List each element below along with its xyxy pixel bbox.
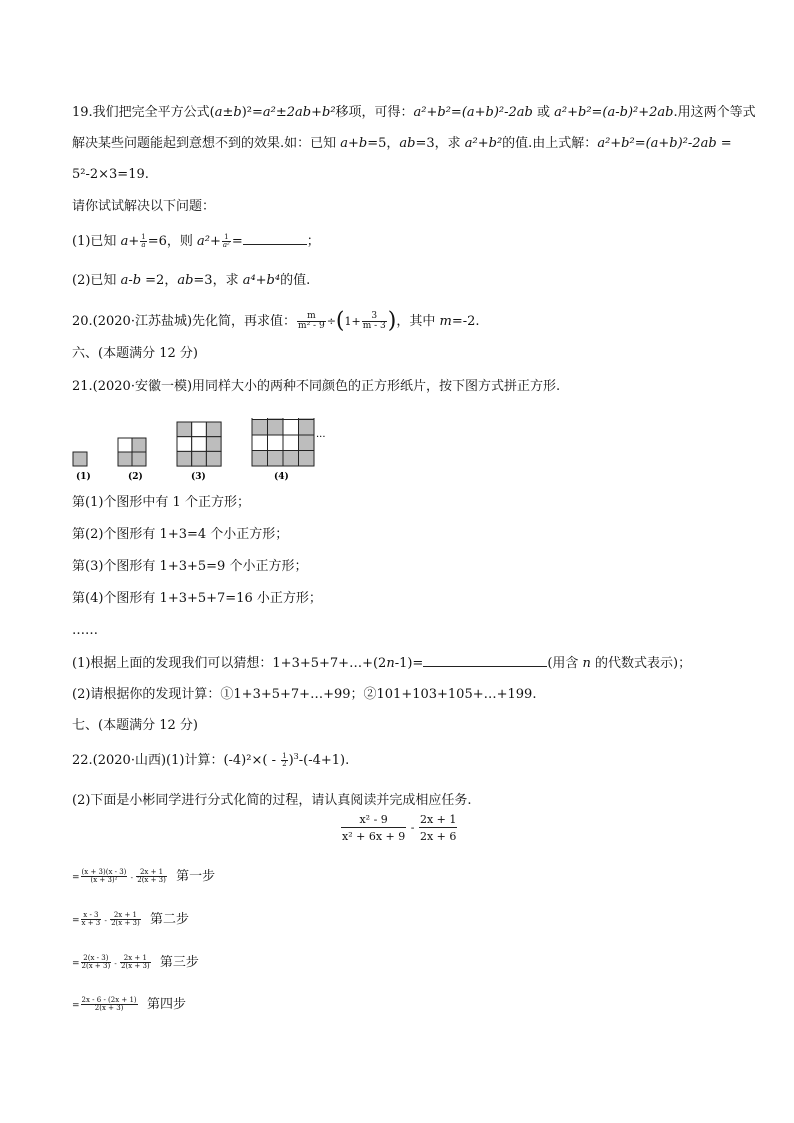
q21-part2: (2)请根据你的发现计算：①1+3+5+7+…+99；②101+103+105+…+199.: [72, 687, 537, 702]
grid-square: [283, 420, 299, 436]
q19-p2-var: a⁴+b⁴: [242, 273, 281, 288]
q20-text: =-2.: [451, 314, 480, 329]
q20-fraction1: [297, 312, 326, 331]
q21-p1-text: (1)根据上面的发现我们可以猜想：1+3+5+7+…+(2: [72, 656, 387, 671]
q22-text: -(-4+1).: [298, 753, 350, 768]
q19-part1: [72, 232, 320, 251]
q20-fraction2: [362, 312, 387, 331]
step-label: 第一步: [176, 869, 216, 884]
step-fraction: [81, 997, 138, 1012]
q19-formula: a²+b²=(a+b)²-2ab: [597, 136, 717, 151]
q19-p1-text: =6，则: [147, 234, 197, 249]
q19-text: 的值.由上式解：: [502, 136, 598, 151]
q22-step: [72, 996, 186, 1015]
square-figure-1: [73, 452, 87, 466]
step-fraction: [81, 955, 112, 970]
q19-text: 移项，可得：: [335, 105, 414, 120]
minus-sign: -: [407, 821, 418, 834]
numerator: 2x + 1: [419, 813, 457, 826]
figure-label: (4): [274, 472, 289, 482]
grid-square: [177, 437, 192, 452]
grid-square: [268, 451, 284, 467]
q21-figure: [70, 418, 340, 484]
denominator: 2: [282, 760, 287, 768]
grid-square: [177, 422, 192, 437]
q19-var: a±b: [214, 105, 242, 120]
q20-text: 20.(2020·江苏盐城)先化简，再求值：: [72, 314, 297, 329]
left-paren: (: [335, 308, 345, 334]
grid-square: [299, 435, 315, 451]
grid-square: [299, 420, 315, 436]
minus-sign: -: [128, 874, 136, 882]
equals-sign: =: [72, 1001, 80, 1011]
figure-label: (3): [191, 472, 206, 482]
step-fraction: [110, 912, 141, 927]
answer-blank[interactable]: [243, 232, 307, 245]
q21-line: 第(1)个图形中有 1 个正方形；: [72, 495, 250, 510]
grid-square: [252, 420, 268, 436]
grid-square: [206, 451, 221, 466]
grid-square: [268, 435, 284, 451]
q21-p1-var: n: [582, 656, 591, 671]
numerator: (x + 3)(x - 3): [81, 868, 127, 876]
denominator: 2(x + 3): [121, 962, 150, 970]
q22-fraction: [281, 753, 287, 768]
section-6-heading: 六、(本题满分 12 分): [72, 346, 198, 361]
numerator: 2x - 6 - (2x + 1): [81, 996, 137, 1004]
numerator: x - 3: [83, 911, 99, 919]
q19-p2-var: ab: [177, 273, 194, 288]
grid-square: [192, 437, 207, 452]
grid-square: [299, 451, 315, 467]
q19-line1: [72, 104, 756, 122]
q19-text: .用这两个等式: [673, 105, 756, 120]
q19-formula: a²±2ab+b²: [262, 105, 336, 120]
q19-p2-var: a-b: [120, 273, 142, 288]
q21-p1-text: -1)=: [394, 656, 424, 671]
grid-square: [268, 420, 284, 436]
q21-p1-text: (用含: [547, 656, 583, 671]
section-7-heading: 七、(本题满分 12 分): [72, 718, 198, 733]
q19-p2-text: =2，: [141, 273, 178, 288]
q21-line: 第(3)个图形有 1+3+5=9 个小正方形；: [72, 559, 308, 574]
q19-p1-text: (1)已知: [72, 234, 121, 249]
denominator: 2(x + 3): [137, 876, 166, 884]
q19-text: 或: [532, 105, 555, 120]
q19-text: 解决某些问题能起到意想不到的效果.如：已知: [72, 136, 341, 151]
q19-part2: [72, 272, 310, 290]
numerator: 2x + 1: [113, 911, 137, 919]
step-label: 第三步: [159, 955, 199, 970]
q19-text: =3，求: [415, 136, 465, 151]
q19-formula: a²+b²: [464, 136, 503, 151]
q21-part1: [72, 654, 691, 673]
numerator: 1: [141, 233, 146, 241]
numerator: 2(x - 3): [83, 954, 109, 962]
exponent: 3: [293, 752, 299, 761]
square-figure-3: [177, 422, 221, 466]
q19-p2-text: =3，求: [193, 273, 243, 288]
q22-text: ): [288, 753, 294, 768]
step-fraction: [136, 869, 167, 884]
minus-sign: -: [102, 917, 110, 925]
q19-text: 19.我们把完全平方公式(: [72, 105, 215, 120]
denominator: 2(x + 3): [81, 1004, 138, 1012]
grid-square: [206, 437, 221, 452]
q19-p2-text: 的值.: [280, 273, 311, 288]
grid-square: [283, 435, 299, 451]
denominator: 2(x + 3): [111, 919, 140, 927]
numerator: m: [307, 311, 316, 321]
q22-step: [72, 954, 199, 973]
q19-line3: 5²-2×3=19.: [72, 167, 149, 182]
denominator: m² - 9: [298, 321, 325, 331]
equals-sign: =: [72, 873, 80, 883]
q20-text: 1+: [344, 315, 361, 328]
equals-sign: =: [72, 916, 80, 926]
right-paren: ): [387, 308, 397, 334]
numerator: 2x + 1: [139, 868, 164, 876]
q19-text: )²=: [241, 105, 263, 120]
denominator: a²: [222, 241, 230, 249]
numerator: 1: [224, 233, 229, 241]
step-fraction: [120, 955, 151, 970]
grid-square: [118, 438, 132, 452]
q22-step: [72, 911, 189, 930]
answer-blank[interactable]: [423, 654, 547, 667]
q19-p1-text: ；: [306, 234, 320, 249]
q19-p2-text: (2)已知: [72, 273, 121, 288]
step-label: 第二步: [150, 912, 190, 927]
q19-text: =5，: [367, 136, 400, 151]
q22-main-expression: [340, 814, 458, 842]
q19-var: ab: [399, 136, 416, 151]
numerator: x² - 9: [359, 813, 388, 826]
denominator: m - 3: [362, 321, 386, 331]
q22-step: [72, 868, 215, 887]
equals-sign: =: [231, 234, 243, 249]
grid-square: [192, 451, 207, 466]
denominator: 2x + 6: [419, 827, 457, 842]
grid-square: [252, 451, 268, 467]
q19-formula: a²+b²=(a+b)²-2ab: [413, 105, 533, 120]
main-fraction2: [419, 814, 457, 842]
q21-line: 第(2)个图形有 1+3=4 个小正方形；: [72, 527, 289, 542]
grid-square: [177, 451, 192, 466]
square-figure-2: [118, 438, 146, 466]
q20-text: ，其中: [396, 314, 440, 329]
q19-p1-fraction2: [222, 234, 231, 249]
q22-part2: (2)下面是小彬同学进行分式化简的过程，请认真阅读并完成相应任务.: [72, 793, 472, 808]
denominator: x + 3: [81, 919, 101, 927]
q21-dots: ……: [72, 623, 98, 638]
denominator: a: [141, 241, 146, 249]
q19-text: =: [716, 136, 732, 151]
q19-formula: a²+b²=(a-b)²+2ab: [554, 105, 674, 120]
q22-part1: [72, 752, 349, 770]
divide-sign: ÷: [326, 315, 336, 328]
plus-sign: +: [128, 234, 140, 249]
q19-p1-var: a: [120, 234, 129, 249]
q19-p1-fraction: [140, 234, 146, 249]
q19-line2: [72, 135, 732, 153]
square-figure-4: [252, 418, 314, 466]
grid-square: [118, 452, 132, 466]
plus-sign: +: [209, 234, 221, 249]
figure-label: (2): [128, 472, 143, 482]
grid-square: [192, 422, 207, 437]
denominator: 2(x + 3): [81, 962, 111, 970]
figure-label: (1): [76, 472, 91, 482]
grid-square: [252, 435, 268, 451]
q19-p1-var: a²: [197, 234, 210, 249]
figure-ellipsis: ···: [316, 432, 326, 443]
q22-text: 22.(2020·山西)(1)计算：(-4)²×(: [72, 753, 268, 768]
grid-square: [132, 452, 146, 466]
numerator: 3: [371, 311, 378, 321]
grid-square: [283, 451, 299, 467]
q21-title: 21.(2020·安徽一模)用同样大小的两种不同颜色的正方形纸片，按下图方式拼正方形.: [72, 379, 561, 394]
denominator: x² + 6x + 9: [341, 827, 406, 842]
q20: [72, 308, 480, 334]
step-label: 第四步: [146, 997, 186, 1012]
q20-var: m: [439, 314, 452, 329]
q21-p1-text: 的代数式表示)；: [590, 656, 692, 671]
step-fraction: [81, 912, 102, 927]
equals-sign: =: [72, 959, 80, 969]
grid-square: [132, 438, 146, 452]
q19-var: a+b: [340, 136, 368, 151]
grid-square: [206, 422, 221, 437]
q21-p1-var: n: [386, 656, 395, 671]
step-fraction: [81, 869, 128, 884]
minus-sign: -: [112, 960, 120, 968]
main-fraction1: [341, 814, 406, 842]
q19-line4: 请你试试解决以下问题：: [72, 199, 216, 214]
numerator: 1: [282, 752, 287, 760]
denominator: (x + 3)²: [81, 876, 128, 884]
numerator: 2x + 1: [123, 954, 147, 962]
q21-line: 第(4)个图形有 1+3+5+7=16 小正方形；: [72, 591, 322, 606]
minus-sign: -: [267, 753, 281, 768]
